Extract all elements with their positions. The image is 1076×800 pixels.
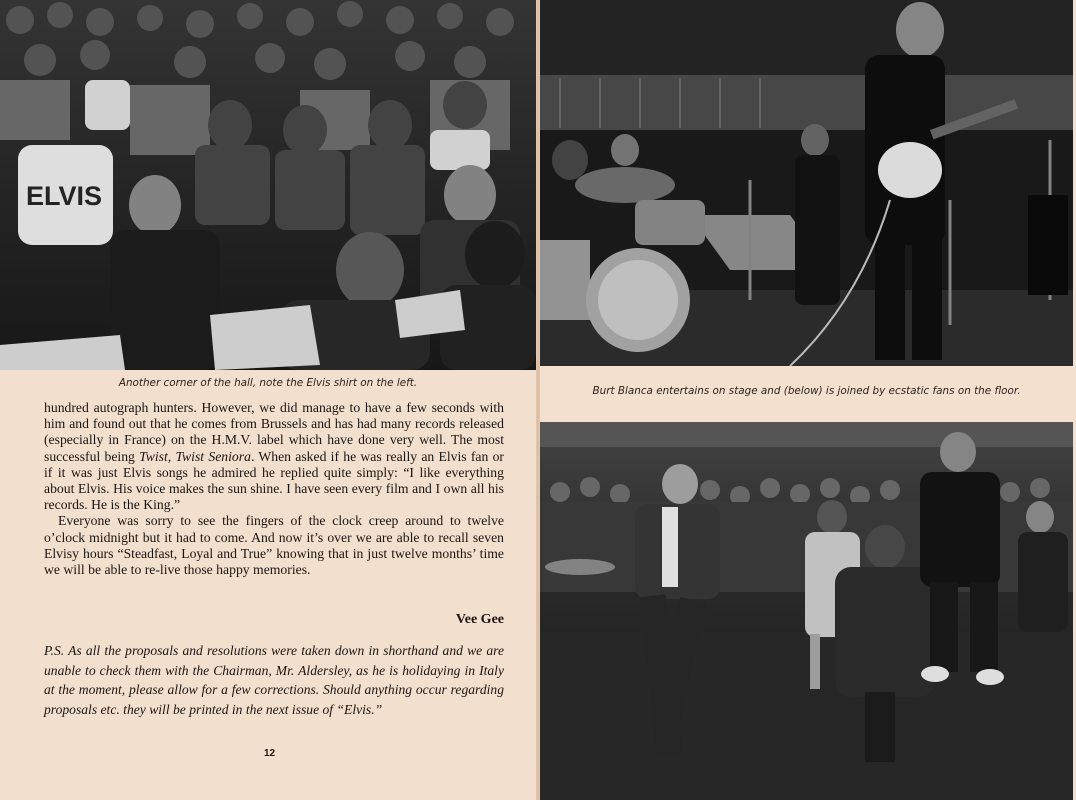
dancing-fans-photo [540,422,1073,800]
elvis-shirt-text: ELVIS [26,181,103,211]
song-title: Twist, Twist Seniora [139,448,251,464]
audience-photo [0,0,536,370]
article-paragraph-1: hundred autograph hunters. However, we did manage to have a few seconds with him and found out that he comes from Brussels and has had many records released (especially in France) on the H.M.V. label which have done very well. The most successful being Twist, Twist Seniora. When asked if he was really an Elvis fan or if it was just Elvis songs he admired he replied quite simply: “I like everything about Elvis. His voice makes the sun shine. I have seen every film and I own all his records. He is the King.” [44,400,504,513]
page-number: 12 [264,748,276,759]
article-body [44,400,504,578]
left-photo-caption: Another corner of the hall, note the Elvis shirt on the left. [118,377,418,389]
postscript: P.S. As all the proposals and resolutions were taken down in shorthand and we are unable to check them with the Chairman, Mr. Aldersley, as he is holidaying in Italy at the moment, please allow for a few corrections. Should anything occur regarding proposals etc. they will be printed in the next issue of “Elvis.” [44,643,504,717]
author-byline: Vee Gee [455,612,504,627]
right-photo-caption: Burt Blanca entertains on stage and (below) is joined by ecstatic fans on the floor. [592,385,1021,397]
article-paragraph-2: Everyone was sorry to see the fingers of the clock creep around to twelve o’clock midnight but it had to come. And now it’s over we are able to recall seven Elvisy hours “Steadfast, Loyal and True” knowing that in just twelve months’ time we will be able to re-live those happy memories. [44,513,504,578]
stage-band-photo [540,0,1073,366]
